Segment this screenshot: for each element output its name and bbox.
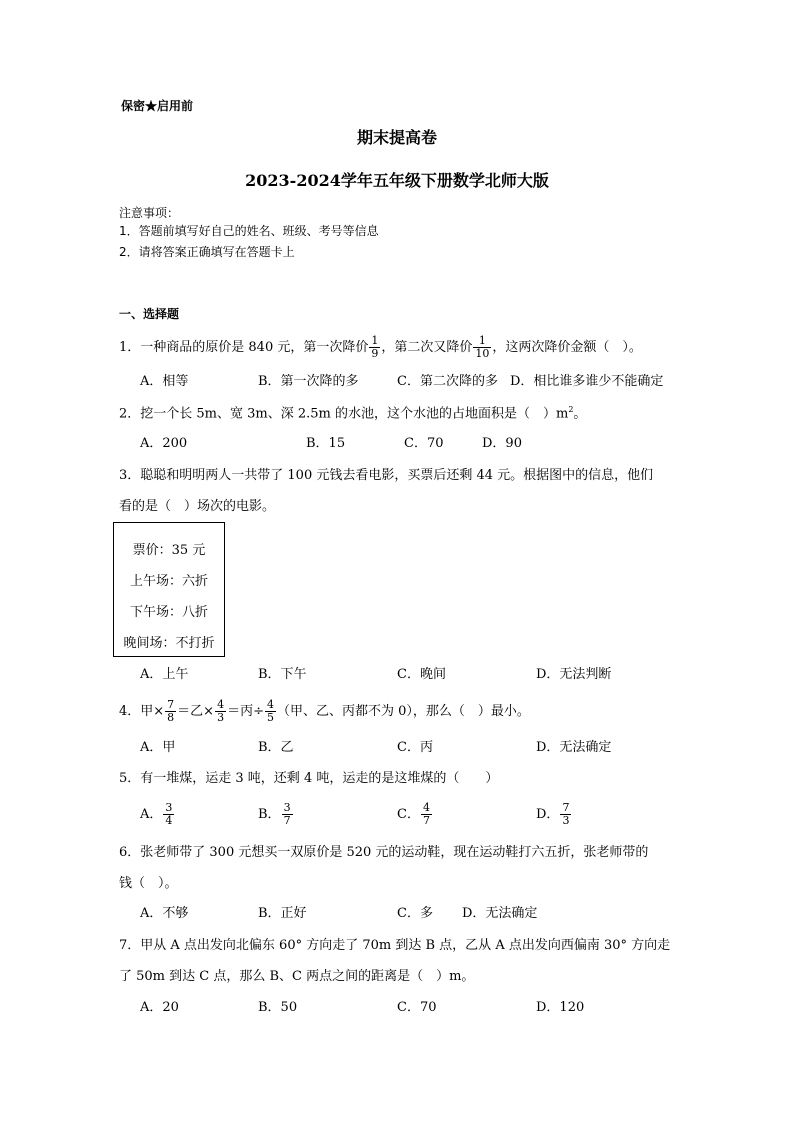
box-line-evening: 晚间场：不打折 [123,636,215,651]
q7-line-1: 7．甲从 A 点出发向北偏东 60° 方向走了 70m 到达 B 点，乙从 A 点出发向西偏南 30° 方向走 [119,938,671,953]
page-title: 期末提高卷 [356,128,437,147]
q3-option-a[interactable]: A．上午 [140,667,189,682]
q2-option-b[interactable]: B．15 [306,436,346,451]
q1-text-2: ，第二次又降价 [381,340,473,355]
q6-line-1: 6．张老师带了 300 元想买一双原价是 520 元的运动鞋，现在运动鞋打六五折，张老师带的 [119,845,649,860]
q7-line-2: 了 50m 到达 C 点，那么 B、C 两点之间的距离是（ ）m。 [119,969,475,984]
q5-option-d-label: D． [536,807,560,822]
q1-text-3: ，这两次降价金额（ ）。 [492,340,642,355]
q1-option-b[interactable]: B．第一次降的多 [258,374,359,389]
q1-option-c[interactable]: C．第二次降的多 [397,374,498,389]
q2-end: 。 [573,406,587,422]
q5-option-a-fraction: $\frac{3}{4}$ [165,801,173,827]
page-subtitle: 2023-2024学年五年级下册数学北师大版 [245,171,549,190]
q5-option-b[interactable] [258,800,294,830]
q4-option-b[interactable]: B．乙 [258,740,294,755]
q6-option-a[interactable]: A．不够 [140,906,189,921]
q2-option-d[interactable]: D．90 [482,436,522,451]
box-line-afternoon: 下午场：八折 [129,605,208,620]
q4-option-d[interactable]: D．无法确定 [536,740,612,755]
question-2 [119,406,586,420]
q4-fraction-1: $\frac{7}{8}$ [167,698,175,724]
q4-text-2: ＝乙× [177,704,215,719]
notice-heading: 注意事项： [119,206,180,220]
q4-fraction-2: $\frac{4}{3}$ [217,698,225,724]
q3-line-1: 3．聪聪和明明两人一共带了 100 元钱去看电影，买票后还剩 44 元。根据图中的信息，他们 [119,468,654,483]
q6-option-d[interactable]: D．无法确定 [462,906,538,921]
q3-option-c[interactable]: C．晚间 [397,667,446,682]
box-line-price: 票价：35 元 [132,543,206,558]
q6-line-2: 钱（ ）。 [119,876,178,891]
q3-option-b[interactable]: B．下午 [258,667,307,682]
notice-item-1: 1．答题前填写好自己的姓名、班级、考号等信息 [119,224,379,238]
q1-option-d[interactable]: D．相比谁多谁少不能确定 [510,374,664,389]
q4-text-3: ＝丙÷ [227,704,264,719]
q3-option-d[interactable]: D．无法判断 [536,667,612,682]
q5-option-c-fraction: $\frac{4}{7}$ [422,801,430,827]
q5-option-d[interactable] [536,800,572,830]
q4-option-a[interactable]: A．甲 [140,740,176,755]
q4-text-4: （甲、乙、丙都不为 0），那么（ ）最小。 [276,704,530,719]
question-5: 5．有一堆煤，运走 3 吨，还剩 4 吨，运走的是这堆煤的（ ） [119,771,499,786]
q5-option-b-fraction: $\frac{3}{7}$ [283,801,291,827]
q1-fraction-1: $\frac{1}{9}$ [371,334,379,360]
box-line-morning: 上午场：六折 [129,574,208,589]
section-title: 一、选择题 [119,307,180,321]
question-1 [119,335,642,361]
q6-option-c[interactable]: C．多 [397,906,433,921]
q4-option-c[interactable]: C．丙 [397,740,433,755]
q1-text-1: 1．一种商品的原价是 840 元，第一次降价 [119,340,369,355]
q5-option-c[interactable] [397,800,433,830]
q3-line-2: 看的是（ ）场次的电影。 [119,499,276,514]
notice-item-2: 2．请将答案正确填写在答题卡上 [119,245,295,259]
q5-option-d-fraction: $\frac{7}{3}$ [562,801,570,827]
q5-option-a[interactable] [140,800,175,830]
q7-option-a[interactable]: A．20 [140,1000,179,1015]
q2-option-a[interactable]: A．200 [140,436,188,451]
q4-text-1: 4．甲× [119,704,165,719]
confidential-label: 保密★启用前 [121,99,194,113]
q5-option-b-label: B． [258,807,281,822]
q1-option-a[interactable]: A．相等 [140,374,189,389]
q4-fraction-3: $\frac{4}{5}$ [266,698,274,724]
q7-option-d[interactable]: D．120 [536,1000,585,1015]
ticket-info-box [113,522,225,657]
q2-superscript: 2 [568,405,574,414]
q1-fraction-2: $\frac{1}{10}$ [475,334,490,360]
q6-option-b[interactable]: B．正好 [258,906,307,921]
q5-option-a-label: A． [140,807,163,822]
q2-text: 2．挖一个长 5m、宽 3m、深 2.5m 的水池，这个水池的占地面积是（ ）m [119,406,569,422]
question-4 [119,699,530,725]
q7-option-c[interactable]: C．70 [397,1000,437,1015]
q2-option-c[interactable]: C．70 [404,436,444,451]
q7-option-b[interactable]: B．50 [258,1000,298,1015]
q5-option-c-label: C． [397,807,420,822]
